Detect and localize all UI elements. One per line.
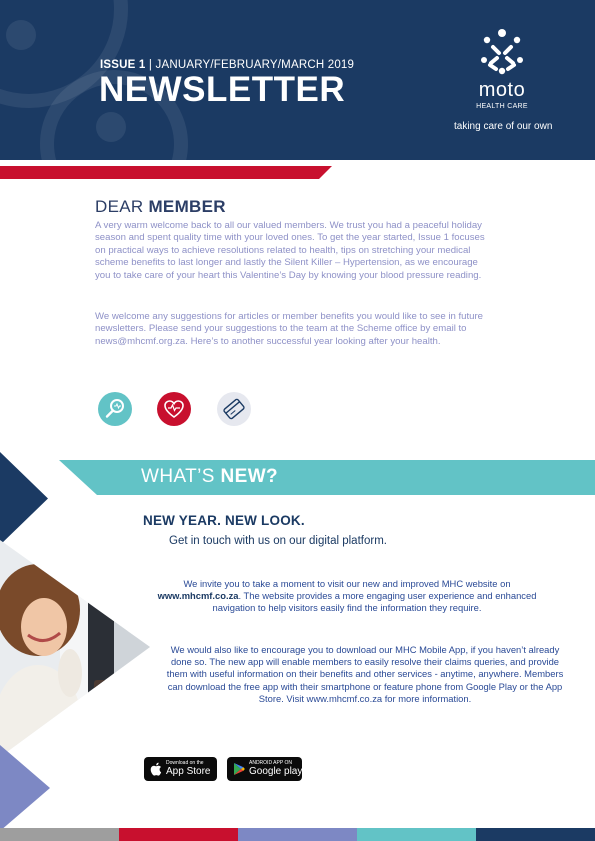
periwinkle-triangle-decoration <box>0 745 50 831</box>
website-paragraph-start: We invite you to take a moment to visit our new and improved MHC website on <box>183 578 511 589</box>
navy-triangle-decoration <box>0 452 48 545</box>
google-play-small-label: ANDROID APP ON <box>249 760 292 766</box>
greeting-heading <box>95 197 226 217</box>
intro-paragraph-2: We welcome any suggestions for articles or member benefits you would like to see in future newsletters. Please send your suggestions to the team at the Scheme office by email to news@mhcmf.org.za. Here’s to another successful year looking after your health. <box>95 311 484 347</box>
woman-at-computer-photo <box>0 495 156 795</box>
issue-separator: | <box>145 59 156 71</box>
footer-segment <box>119 828 238 841</box>
website-link[interactable]: www.mhcmf.co.za <box>157 590 239 602</box>
google-play-button[interactable] <box>227 757 302 781</box>
decorative-dot <box>6 20 36 50</box>
tagline: taking care of our own <box>454 121 553 132</box>
logo-subtitle: HEALTH CARE <box>476 103 528 110</box>
whats-new-banner <box>59 460 595 495</box>
app-store-small-label: Download on the <box>166 760 204 766</box>
website-paragraph <box>147 578 547 615</box>
website-paragraph-end: . The website provides a more engaging user experience and enhanced navigation to help visitors easily find the information they require. <box>212 590 537 614</box>
greeting-prefix: DEAR <box>95 197 149 216</box>
footer-segment <box>238 828 357 841</box>
google-play-label: Google play <box>249 766 303 777</box>
decorative-dot <box>96 112 126 142</box>
mobile-app-paragraph: We would also like to encourage you to download our MHC Mobile App, if you haven’t already done so. The new app will enable members to easily resolve their claims queries, and provide them with useful information on their benefits and other services - anytime, anywhere. Members can download the free app with their smartphone or feature phone from Google Play or the App Store. Visit www.mhcmf.co.za for more information. <box>166 644 564 704</box>
issue-number: ISSUE 1 <box>100 59 146 71</box>
whats-new-emphasis: NEW? <box>220 466 279 487</box>
footer-segment <box>0 828 119 841</box>
footer-segment <box>476 828 595 841</box>
medical-card-icon <box>217 392 251 426</box>
app-store-button[interactable] <box>144 757 217 781</box>
greeting-emphasis: MEMBER <box>148 197 226 216</box>
section-headline: NEW YEAR. NEW LOOK. <box>143 513 305 528</box>
logo-wordmark: moto <box>478 79 526 101</box>
section-subheadline: Get in touch with us on our digital platform. <box>169 535 387 547</box>
issue-period: JANUARY/FEBRUARY/MARCH 2019 <box>155 59 355 71</box>
heart-pulse-icon <box>157 392 191 426</box>
google-play-icon <box>233 762 245 776</box>
whats-new-prefix: WHAT’S <box>141 466 221 487</box>
intro-paragraph-1: A very warm welcome back to all our valued members. We trust you had a peaceful holiday season and spent quality time with your loved ones. To get the year started, Issue 1 focuses on practical ways to achieve resolutions related to health, tips on stretching your medical scheme benefits to last longer and lastly the Silent Killer – Hypertension, as we encourage you to take care of your heart this Valentine’s Day by knowing your blood pressure reading. <box>95 220 485 281</box>
footer-segment <box>357 828 476 841</box>
magnifier-icon <box>98 392 132 426</box>
moto-logo <box>470 27 534 113</box>
newsletter-header <box>0 0 595 160</box>
footer-color-bar <box>0 828 595 841</box>
app-store-label: App Store <box>166 766 211 777</box>
logo-people-icon <box>476 27 528 79</box>
page-title: NEWSLETTER <box>99 70 346 109</box>
red-accent-stripe <box>0 166 332 179</box>
whats-new-heading <box>141 466 278 488</box>
apple-icon <box>150 762 162 776</box>
